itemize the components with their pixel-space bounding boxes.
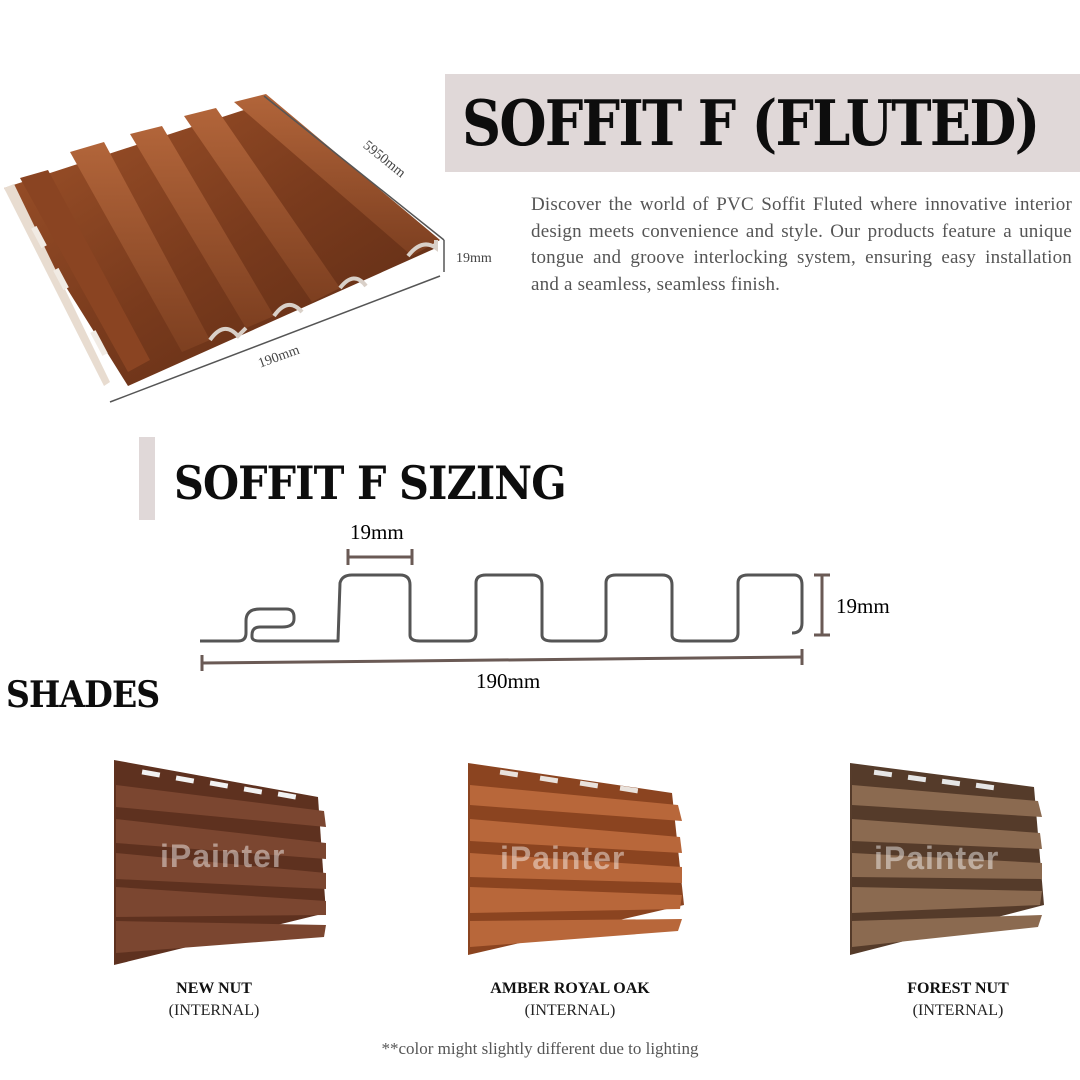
shade-sub-amber-royal-oak: (INTERNAL): [524, 1002, 616, 1019]
shade-name-amber-royal-oak: AMBER ROYAL OAK: [490, 980, 650, 997]
sizing-title: SOFFIT F SIZING: [174, 456, 566, 510]
sizing-accent-bar: [139, 437, 155, 520]
shade-sub-forest-nut: (INTERNAL): [912, 1002, 1004, 1019]
shade-image-forest-nut: [844, 755, 1080, 970]
watermark: iPainter: [874, 840, 1000, 876]
length-label: 5950mm: [359, 138, 408, 182]
width-label: 190mm: [256, 342, 302, 372]
shade-image-amber-royal-oak: [460, 755, 700, 970]
shade-name-forest-nut: FOREST NUT: [907, 980, 1009, 997]
page-title: SOFFIT F (FLUTED): [462, 86, 1039, 160]
shade-image-new-nut: [106, 755, 346, 970]
shades-title: SHADES: [6, 674, 160, 716]
fluted-panel-image: [0, 90, 510, 410]
watermark: iPainter: [500, 840, 626, 876]
watermark: iPainter: [160, 838, 286, 874]
flute-width-label: 19mm: [350, 520, 404, 544]
profile-diagram: [190, 515, 910, 695]
total-width-label: 190mm: [476, 669, 541, 693]
shade-sub-new-nut: (INTERNAL): [168, 1002, 260, 1019]
depth-label: 19mm: [836, 594, 890, 618]
height-label: 19mm: [456, 251, 492, 266]
color-note: **color might slightly different due to lighting: [381, 1039, 699, 1058]
shade-name-new-nut: NEW NUT: [176, 980, 252, 997]
intro-text: Discover the world of PVC Soffit Fluted where innovative interior design meets convenience and style. Our products feature a unique tongue and groove interlocking system, ensuring easy installation and a seamless, seamless finish.: [531, 194, 1072, 295]
